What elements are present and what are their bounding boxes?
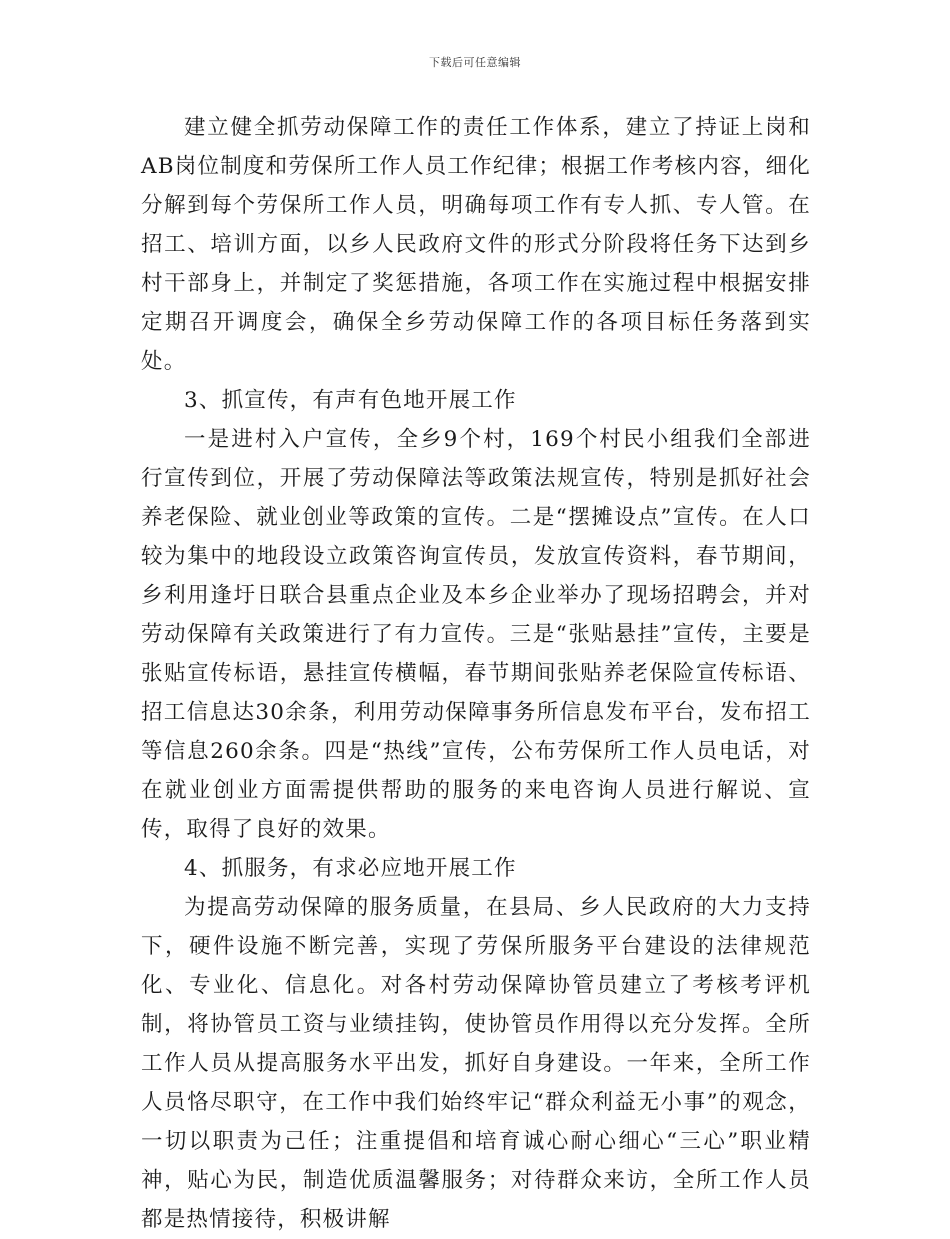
section-heading: 3、抓宣传，有声有色地开展工作: [184, 388, 517, 413]
paragraph: 一是进村入户宣传，全乡9个村，169个村民小组我们全部进行宣传到位，开展了劳动保障法等政策法规宣传，特别是抓好社会养老保险、就业创业等政策的宣传。二是“摆摊设点”宣传。在人口较为集中的地段设立政策咨询宣传员，发放宣传资料，春节期间，乡利用逢圩日联合县重点企业及本乡企业举办了现场招聘会，并对劳动保障有关政策进行了有力宣传。三是“张贴悬挂”宣传，主要是张贴宣传标语，悬挂宣传横幅，春节期间张贴养老保险宣传标语、招工信息达30余条，利用劳动保障事务所信息发布平台，发布招工等信息260余条。四是“热线”宣传，公布劳保所工作人员电话，对在就业创业方面需提供帮助的服务的来电咨询人员进行解说、宣传，取得了良好的效果。: [141, 427, 811, 842]
page-header-note: 下载后可任意编辑: [429, 56, 521, 69]
paragraph: 建立健全抓劳动保障工作的责任工作体系，建立了持证上岗和AB岗位制度和劳保所工作人员工作纪律；根据工作考核内容，细化分解到每个劳保所工作人员，明确每项工作有专人抓、专人管。在招工、培训方面，以乡人民政府文件的形式分阶段将任务下达到乡村干部身上，并制定了奖惩措施，各项工作在实施过程中根据安排定期召开调度会，确保全乡劳动保障工作的各项目标任务落到实处。: [141, 115, 811, 374]
section-heading: 4、抓服务，有求必应地开展工作: [184, 856, 517, 881]
paragraph: 为提高劳动保障的服务质量，在县局、乡人民政府的大力支持下，硬件设施不断完善，实现了劳保所服务平台建设的法律规范化、专业化、信息化。对各村劳动保障协管员建立了考核考评机制，将协管员工资与业绩挂钩，使协管员作用得以充分发挥。全所工作人员从提高服务水平出发，抓好自身建设。一年来，全所工作人员恪尽职守，在工作中我们始终牢记“群众利益无小事”的观念，一切以职责为己任；注重提倡和培育诚心耐心细心“三心”职业精神，贴心为民，制造优质温馨服务；对待群众来访，全所工作人员都是热情接待，积极讲解: [141, 895, 811, 1232]
document-body: [141, 108, 811, 1239]
